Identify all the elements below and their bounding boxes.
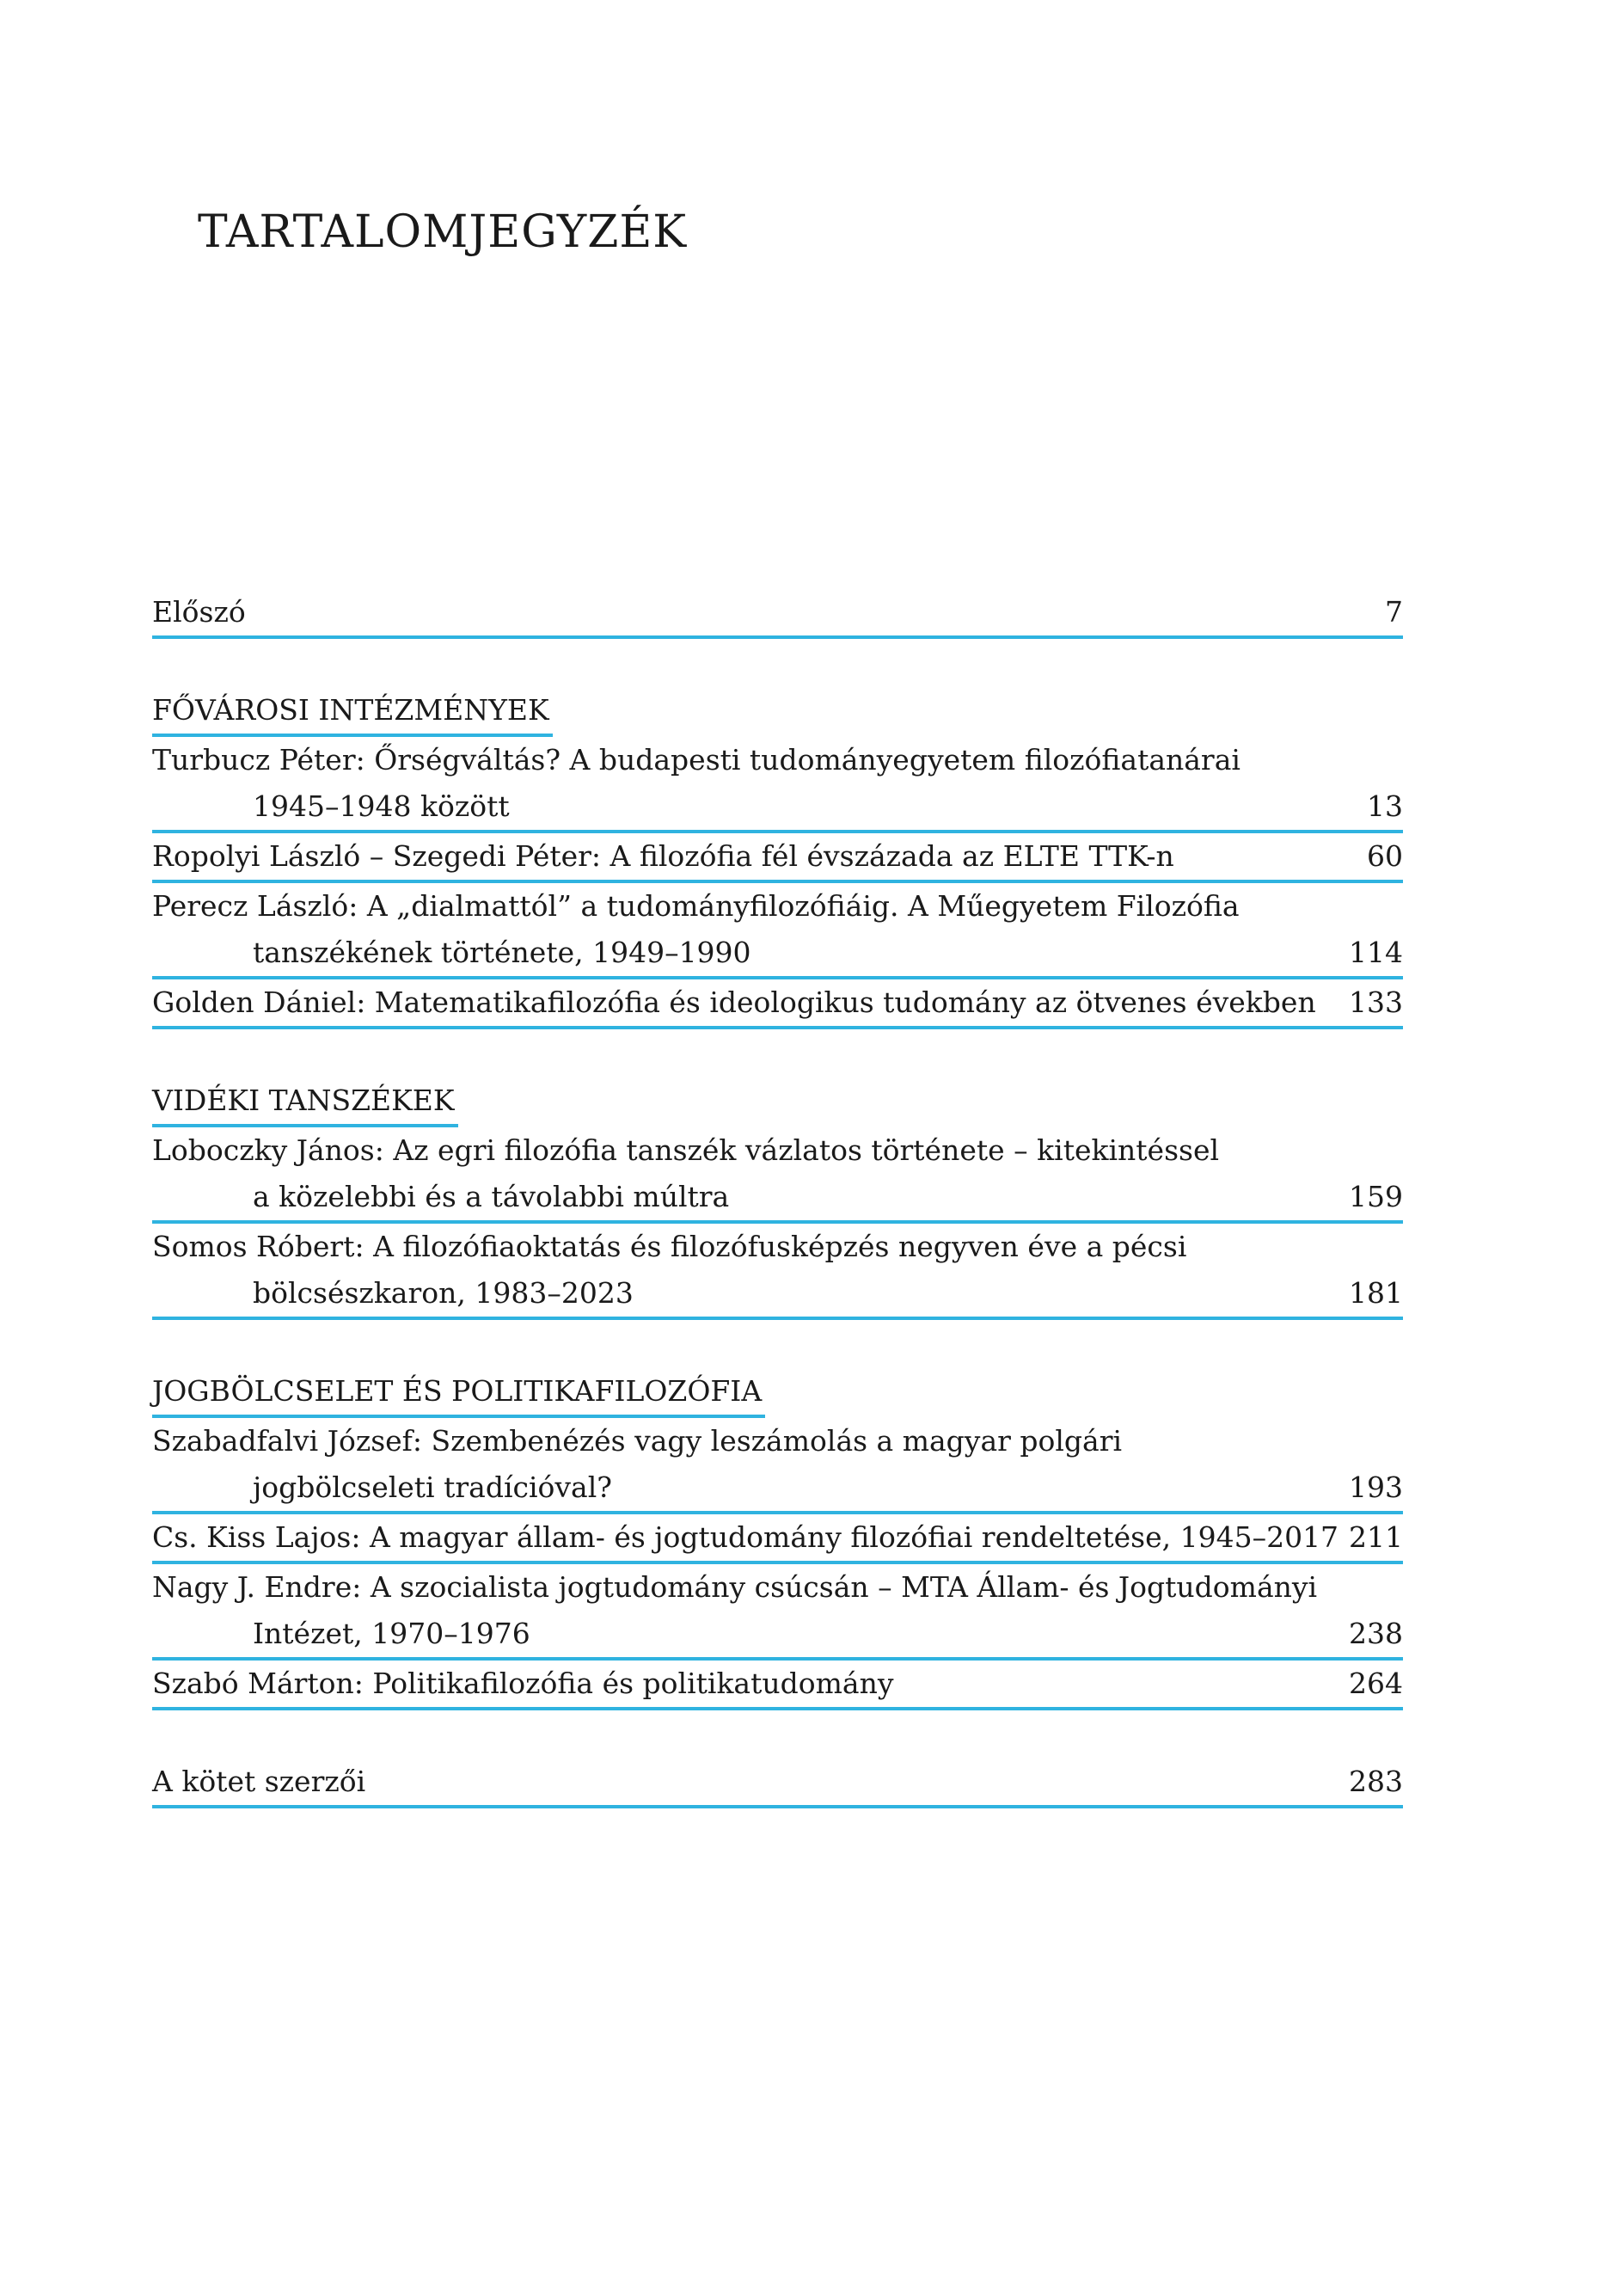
toc-entry[interactable] bbox=[152, 737, 1403, 833]
section-heading: JOGBÖLCSELET ÉS POLITIKAFILOZÓFIA bbox=[152, 1368, 765, 1418]
toc-entry-title: Golden Dániel: Matematikafilozófia és ideologikus tudomány az ötvenes években bbox=[152, 985, 1316, 1019]
toc-entry-title: Perecz László: A „dialmattól” a tudományfilozófiáig. A Műegyetem Filozófia bbox=[152, 889, 1240, 923]
toc-entry-title: A kötet szerzői bbox=[152, 1765, 366, 1798]
toc-page-number: 60 bbox=[1367, 839, 1403, 873]
toc-entry-title-cont: Intézet, 1970–1976 bbox=[253, 1617, 530, 1650]
toc-entry[interactable] bbox=[152, 1514, 1403, 1564]
toc-entry-preface[interactable] bbox=[152, 589, 1403, 639]
toc-page-number: 114 bbox=[1349, 936, 1403, 969]
toc-entry-title: Cs. Kiss Lajos: A magyar állam- és jogtudomány filozófiai rendeltetése, 1945–2017 bbox=[152, 1520, 1339, 1554]
toc-entry-title-cont: jogbölcseleti tradícióval? bbox=[253, 1470, 612, 1504]
toc-entry[interactable] bbox=[152, 833, 1403, 883]
toc-section-videki bbox=[152, 1077, 1403, 1320]
toc-page-number: 283 bbox=[1349, 1765, 1403, 1798]
toc-entry-title-cont: bölcsészkaron, 1983–2023 bbox=[253, 1276, 634, 1310]
page-title: TARTALOMJEGYZÉK bbox=[198, 206, 688, 258]
toc-entry-title: Előszó bbox=[152, 595, 246, 629]
toc-page-number: 7 bbox=[1385, 595, 1403, 629]
toc-page-number: 159 bbox=[1349, 1180, 1403, 1213]
toc-entry[interactable] bbox=[152, 1224, 1403, 1320]
section-heading: FŐVÁROSI INTÉZMÉNYEK bbox=[152, 687, 553, 737]
toc-section-fovarosi bbox=[152, 687, 1403, 1029]
section-heading: VIDÉKI TANSZÉKEK bbox=[152, 1077, 458, 1127]
toc-page-number: 238 bbox=[1349, 1617, 1403, 1650]
toc-entry-title: Szabadfalvi József: Szembenézés vagy leszámolás a magyar polgári bbox=[152, 1424, 1123, 1458]
toc-page-number: 193 bbox=[1349, 1470, 1403, 1504]
toc-page-number: 264 bbox=[1349, 1667, 1403, 1700]
toc-entry[interactable] bbox=[152, 1127, 1403, 1224]
toc-page-number: 211 bbox=[1349, 1520, 1403, 1554]
toc-entry-title-cont: 1945–1948 között bbox=[253, 789, 510, 823]
toc-entry-authors[interactable] bbox=[152, 1759, 1403, 1808]
toc-entry[interactable] bbox=[152, 1418, 1403, 1514]
toc-entry[interactable] bbox=[152, 979, 1403, 1029]
toc-entry-title: Loboczky János: Az egri filozófia tanszék vázlatos története – kitekintéssel bbox=[152, 1133, 1220, 1167]
toc-entry[interactable] bbox=[152, 883, 1403, 979]
toc-entry-title: Somos Róbert: A filozófiaoktatás és filozófusképzés negyven éve a pécsi bbox=[152, 1230, 1187, 1263]
toc-entry-title: Szabó Márton: Politikafilozófia és politikatudomány bbox=[152, 1667, 894, 1700]
toc-entry-title: Turbucz Péter: Őrségváltás? A budapesti tudományegyetem filozófiatanárai bbox=[152, 743, 1241, 777]
toc-entry-title-cont: a közelebbi és a távolabbi múltra bbox=[253, 1180, 730, 1213]
toc-entry-title: Ropolyi László – Szegedi Péter: A filozófia fél évszázada az ELTE TTK-n bbox=[152, 839, 1174, 873]
toc-entry[interactable] bbox=[152, 1661, 1403, 1710]
table-of-contents bbox=[152, 589, 1403, 1808]
toc-entry[interactable] bbox=[152, 1564, 1403, 1661]
toc-entry-title-cont: tanszékének története, 1949–1990 bbox=[253, 936, 751, 969]
toc-page-number: 181 bbox=[1349, 1276, 1403, 1310]
toc-page-number: 13 bbox=[1367, 789, 1403, 823]
toc-section-jogbolcselet bbox=[152, 1368, 1403, 1710]
toc-entry-title: Nagy J. Endre: A szocialista jogtudomány csúcsán – MTA Állam- és Jogtudományi bbox=[152, 1570, 1318, 1604]
toc-page-number: 133 bbox=[1349, 985, 1403, 1019]
